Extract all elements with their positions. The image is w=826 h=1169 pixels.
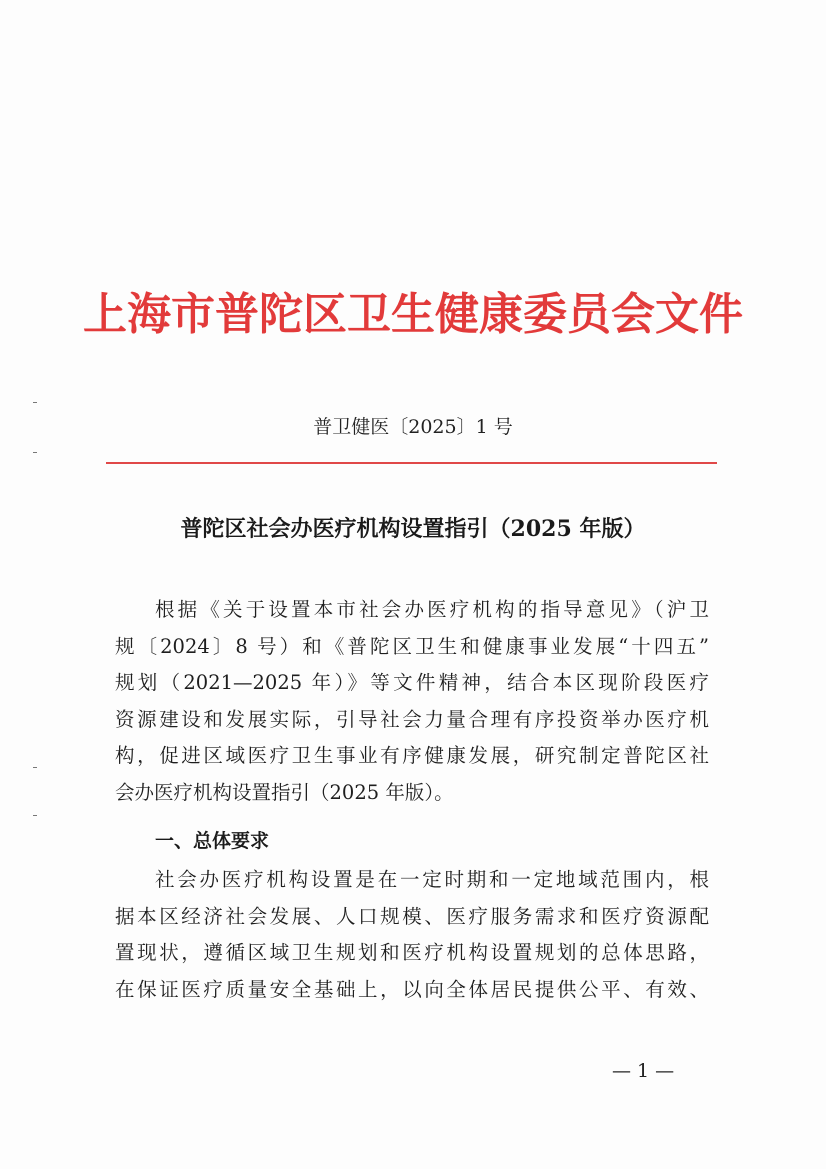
paragraph-line: 根据《关于设置本市社会办医疗机构的指导意见》（沪卫 [155, 598, 709, 621]
paragraph-line: 在保证医疗质量安全基础上，以向全体居民提供公平、有效、 [115, 977, 709, 1001]
binding-mark [33, 402, 37, 403]
red-divider-line [106, 462, 717, 464]
binding-mark [33, 815, 37, 816]
paragraph-line: 据本区经济社会发展、人口规模、医疗服务需求和医疗资源配 [115, 904, 709, 928]
paragraph-line: 构，促进区域医疗卫生事业有序健康发展，研究制定普陀区社 [115, 744, 709, 767]
paragraph-line: 资源建设和发展实际，引导社会力量合理有序投资举办医疗机 [115, 707, 709, 731]
page-number: — 1 — [612, 1060, 675, 1082]
binding-mark [33, 767, 37, 768]
paragraph-line: 社会办医疗机构设置是在一定时期和一定地域范围内，根 [155, 868, 709, 891]
paragraph-line: 置现状，遵循区域卫生规划和医疗机构设置规划的总体思路， [115, 941, 709, 964]
issuer-title: 上海市普陀区卫生健康委员会文件 [83, 289, 743, 340]
paragraph-line: 规划（2021—2025 年）》等文件精神，结合本区现阶段医疗 [115, 671, 709, 694]
document-number: 普卫健医〔2025〕1 号 [313, 416, 513, 438]
paragraph-intro [115, 592, 709, 811]
paragraph-general-requirements [115, 862, 709, 1008]
section-heading: 一、总体要求 [155, 830, 270, 852]
binding-mark [33, 452, 37, 453]
paragraph-line: 会办医疗机构设置指引（2025 年版）。 [115, 780, 454, 804]
document-title: 普陀区社会办医疗机构设置指引（2025 年版） [180, 516, 646, 542]
paragraph-line: 规〔2024〕8 号）和《普陀区卫生和健康事业发展“十四五” [115, 634, 709, 658]
